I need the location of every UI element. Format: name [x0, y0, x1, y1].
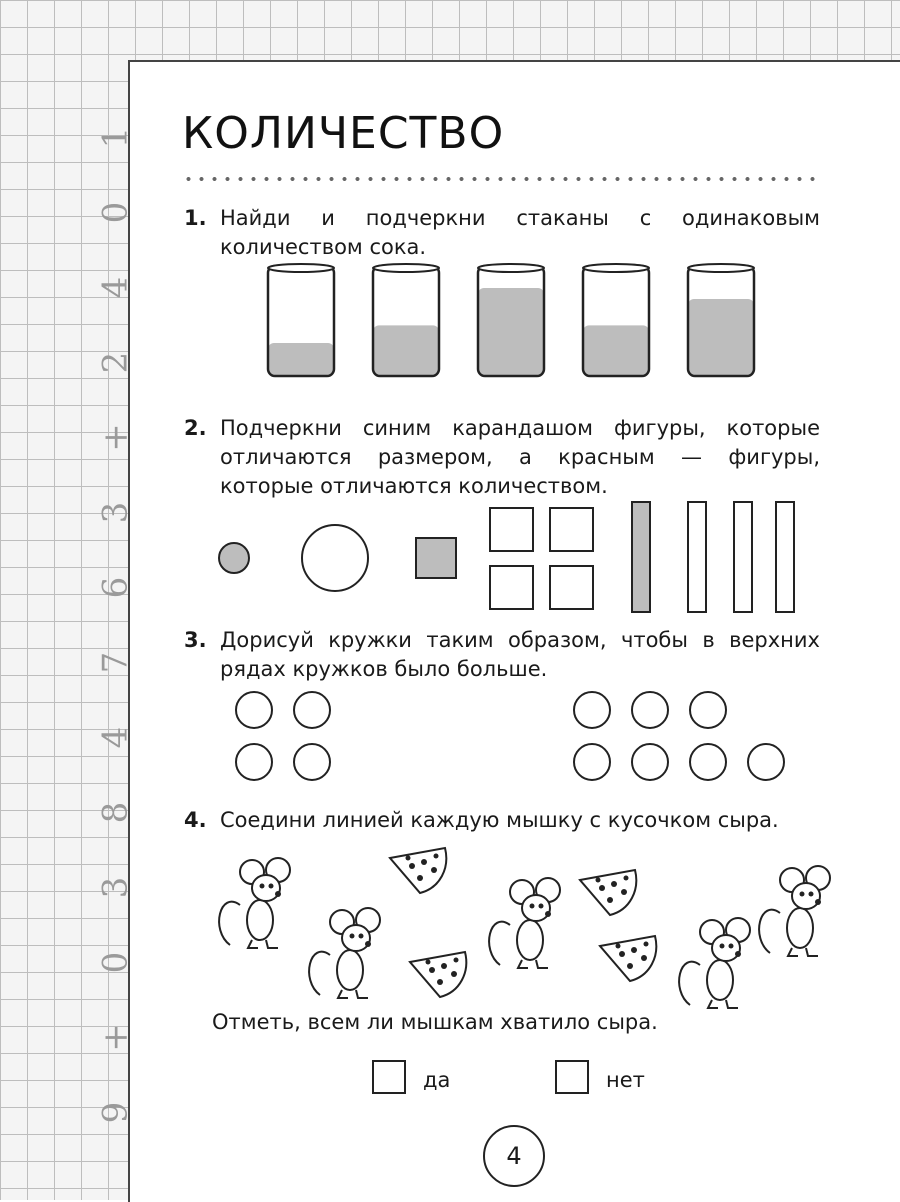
page-number: 4 [483, 1125, 545, 1187]
drawing-circle[interactable] [294, 744, 330, 780]
four-squares-group[interactable] [490, 508, 593, 609]
margin-digit: 2 [95, 351, 136, 374]
juice-fill [583, 325, 649, 376]
circles-area [210, 690, 810, 800]
mouse-picture[interactable] [219, 858, 290, 948]
margin-digit: + [95, 1023, 136, 1052]
yes-label: да [423, 1068, 451, 1092]
mouse-picture[interactable] [309, 908, 380, 998]
margin-digit: 3 [95, 501, 136, 524]
task-number: 1. [184, 206, 207, 230]
drawing-circle[interactable] [690, 744, 726, 780]
drawing-circle[interactable] [236, 744, 272, 780]
no-checkbox[interactable] [555, 1060, 589, 1094]
task-number: 4. [184, 808, 207, 832]
margin-digit: 0 [95, 951, 136, 974]
margin-digits-column [96, 100, 136, 1150]
drawing-circle[interactable] [574, 744, 610, 780]
margin-digit: 7 [95, 651, 136, 674]
shapes-row [210, 500, 810, 620]
glasses-row [262, 262, 802, 382]
task-number: 2. [184, 416, 207, 440]
drawing-circle[interactable] [574, 692, 610, 728]
cheese-picture[interactable] [410, 952, 466, 997]
drawing-circle[interactable] [690, 692, 726, 728]
margin-digit: 8 [95, 801, 136, 824]
glass-picture[interactable] [478, 264, 544, 376]
mouse-picture[interactable] [759, 866, 830, 956]
margin-digit: 4 [95, 726, 136, 749]
margin-digit: 0 [95, 201, 136, 224]
task-text: Подчеркни синим карандашом фигуры, которые отличаются размером, а красным — фигуры, которые отличаются количеством. [220, 416, 820, 498]
margin-digit: 6 [95, 576, 136, 599]
dotted-divider [182, 176, 822, 182]
glass-picture[interactable] [688, 264, 754, 376]
mice-and-cheese-area [200, 840, 840, 1010]
three-bars-group[interactable] [688, 502, 794, 612]
drawing-circle[interactable] [748, 744, 784, 780]
no-label: нет [606, 1068, 645, 1092]
drawing-circle[interactable] [294, 692, 330, 728]
margin-digit: 3 [95, 876, 136, 899]
glass-rim [688, 264, 754, 272]
juice-fill [373, 325, 439, 376]
gray-bar-shape[interactable] [632, 502, 650, 612]
gray-square-shape[interactable] [416, 538, 456, 578]
drawing-circle[interactable] [632, 692, 668, 728]
large-circle-shape[interactable] [302, 525, 368, 591]
juice-fill [688, 299, 754, 376]
glass-picture[interactable] [373, 264, 439, 376]
task-4 [184, 806, 824, 835]
task-text: Дорисуй кружки таким образом, чтобы в верхних рядах кружков было больше. [220, 628, 820, 681]
juice-fill [478, 288, 544, 376]
drawing-circle[interactable] [632, 744, 668, 780]
juice-fill [268, 343, 334, 376]
cheese-picture[interactable] [390, 848, 446, 893]
margin-digit: 1 [95, 126, 136, 149]
task-text: Соедини линией каждую мышку с кусочком сыра. [220, 808, 779, 832]
task-1 [184, 204, 824, 262]
task-number: 3. [184, 628, 207, 652]
yes-checkbox[interactable] [372, 1060, 406, 1094]
task-2 [184, 414, 824, 501]
margin-digit: 9 [95, 1101, 136, 1124]
glass-rim [268, 264, 334, 272]
cheese-picture[interactable] [600, 936, 656, 981]
small-circle-shape[interactable] [219, 543, 249, 573]
glass-picture[interactable] [583, 264, 649, 376]
page-title: КОЛИЧЕСТВО [182, 108, 505, 159]
task-text: Найди и подчеркни стаканы с одинаковым количеством сока. [220, 206, 820, 259]
task-3 [184, 626, 824, 684]
mouse-picture[interactable] [489, 878, 560, 968]
glass-rim [373, 264, 439, 272]
glass-picture[interactable] [268, 264, 334, 376]
drawing-circle[interactable] [236, 692, 272, 728]
mouse-picture[interactable] [679, 918, 750, 1008]
glass-rim [478, 264, 544, 272]
question-text: Отметь, всем ли мышкам хватило сыра. [212, 1010, 658, 1034]
margin-digit: + [95, 423, 136, 452]
glass-rim [583, 264, 649, 272]
cheese-picture[interactable] [580, 870, 636, 915]
margin-digit: 4 [95, 276, 136, 299]
